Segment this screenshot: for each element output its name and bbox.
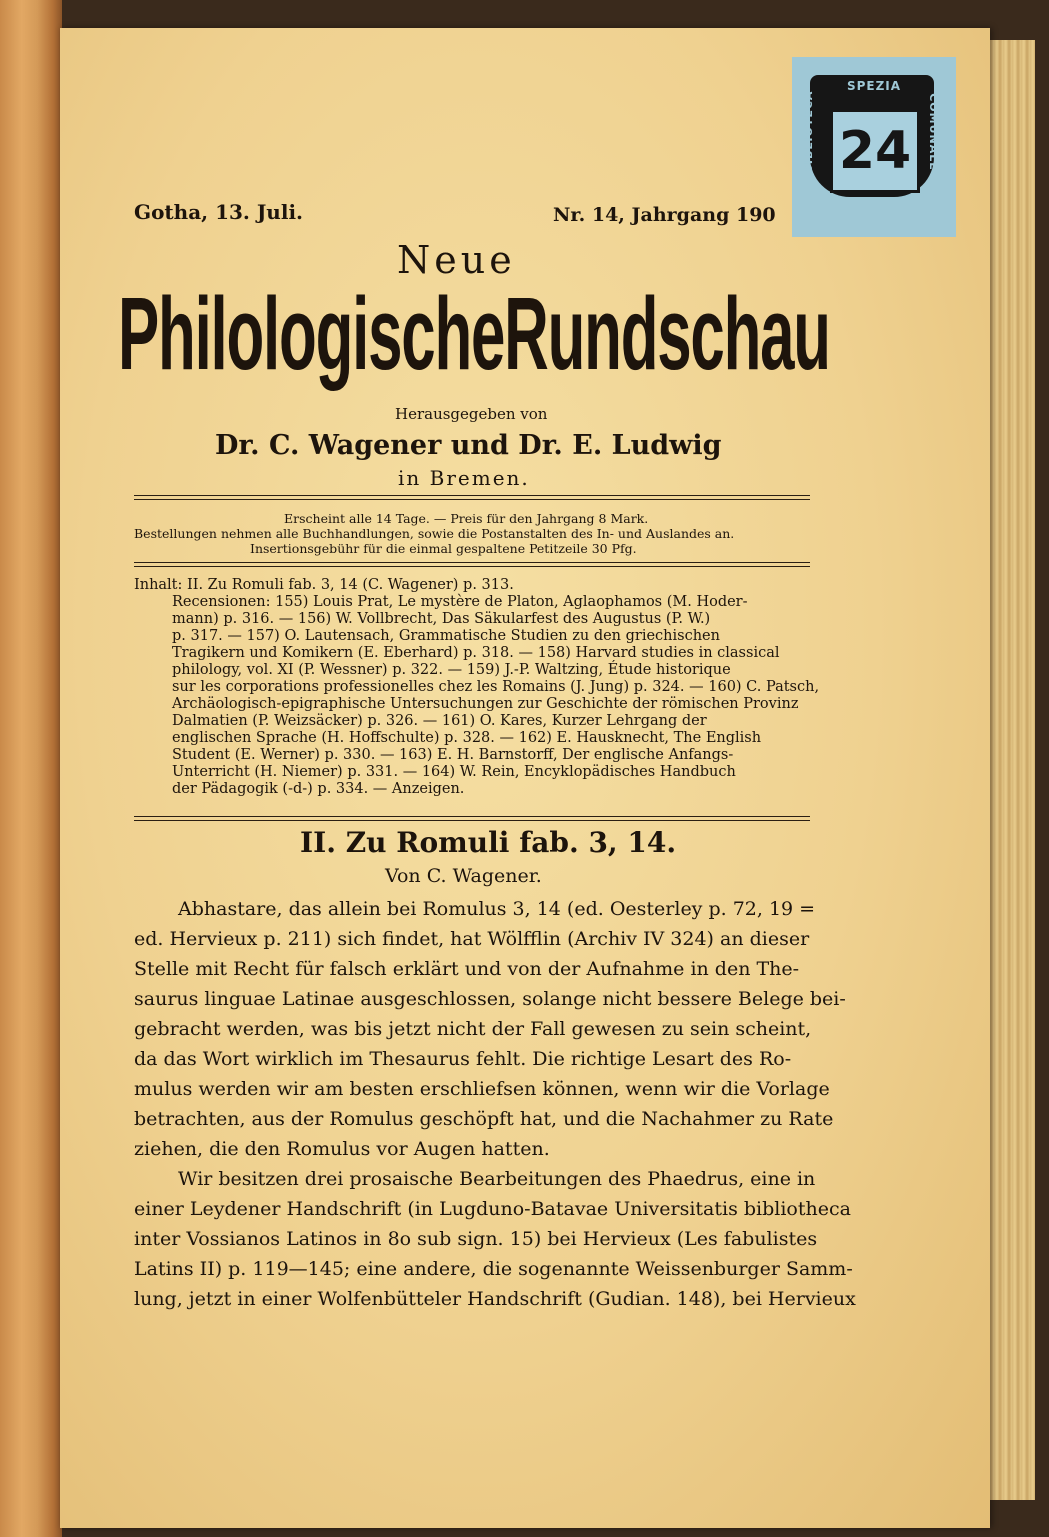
- article-author: Von C. Wagener.: [385, 865, 542, 887]
- article-line: ed. Hervieux p. 211) sich findet, hat Wölfflin (Archiv IV 324) an dieser: [134, 928, 810, 950]
- article-line: da das Wort wirklich im Thesaurus fehlt. Die richtige Lesart des Ro-: [134, 1048, 792, 1070]
- contents-line: mann) p. 316. — 156) W. Vollbrecht, Das Säkularfest des Augustus (P. W.): [172, 611, 711, 627]
- article-line: Abhastare, das allein bei Romulus 3, 14 (ed. Oesterley p. 72, 19 =: [178, 898, 816, 920]
- contents-line: philology, vol. XI (P. Wessner) p. 322. — 159) J.-P. Waltzing, Étude historique: [172, 662, 731, 678]
- contents-line: sur les corporations professionelles chez les Romains (J. Jung) p. 324. — 160) C. Patsch,: [172, 679, 820, 695]
- contents-line: Student (E. Werner) p. 330. — 163) E. H. Barnstorff, Der englische Anfangs-: [172, 747, 734, 763]
- rule-bottom-2: [134, 820, 810, 821]
- stamp-right-text: COMUNALE: [927, 93, 940, 171]
- title-small: Neue: [397, 238, 516, 282]
- article-line: mulus werden wir am besten erschliefsen können, wenn wir die Vorlage: [134, 1078, 830, 1100]
- contents-line: Dalmatien (P. Weizsäcker) p. 326. — 161) O. Kares, Kurzer Lehrgang der: [172, 713, 707, 729]
- stamp-number: 24: [830, 109, 920, 193]
- article-line: gebracht werden, was bis jetzt nicht der Fall gewesen zu sein scheint,: [134, 1018, 812, 1040]
- contents-line: Tragikern und Komikern (E. Eberhard) p. 318. — 158) Harvard studies in classical: [172, 645, 780, 661]
- editors: Dr. C. Wagener und Dr. E. Ludwig: [215, 430, 722, 461]
- title-main: PhilologischeRundschau: [118, 276, 830, 391]
- stamp-left-text: BIBLIOTECA: [802, 90, 815, 174]
- place-date: Gotha, 13. Juli.: [134, 200, 304, 224]
- editors-intro: Herausgegeben von: [395, 405, 548, 423]
- article-line: ziehen, die den Romulus vor Augen hatten.: [134, 1138, 550, 1160]
- rule-bottom-1: [134, 816, 810, 817]
- rule-top-1: [134, 495, 810, 496]
- rule-top-2: [134, 499, 810, 500]
- contents-line: Archäologisch-epigraphische Untersuchungen zur Geschichte der römischen Provinz: [172, 696, 799, 712]
- article-line: saurus linguae Latinae ausgeschlossen, solange nicht bessere Belege bei-: [134, 988, 846, 1010]
- info-line: Bestellungen nehmen alle Buchhandlungen, sowie die Postanstalten des In- und Auslandes an.: [134, 526, 735, 541]
- contents-line: p. 317. — 157) O. Lautensach, Grammatische Studien zu den griechischen: [172, 628, 720, 644]
- page-edges: [985, 40, 1035, 1500]
- stamp-top-text: SPEZIA: [846, 79, 902, 93]
- article-line: inter Vossianos Latinos in 8o sub sign. 15) bei Hervieux (Les fabulistes: [134, 1228, 818, 1250]
- article-line: lung, jetzt in einer Wolfenbütteler Handschrift (Gudian. 148), bei Hervieux: [134, 1288, 856, 1310]
- rule-mid-2: [134, 566, 810, 567]
- rule-mid-1: [134, 562, 810, 563]
- location: in Bremen.: [398, 466, 530, 490]
- contents-line: der Pädagogik (-d-) p. 334. — Anzeigen.: [172, 781, 465, 797]
- info-line: Insertionsgebühr für die einmal gespaltene Petitzeile 30 Pfg.: [250, 541, 637, 556]
- contents-line: Unterricht (H. Niemer) p. 331. — 164) W. Rein, Encyklopädisches Handbuch: [172, 764, 736, 780]
- contents-line: Recensionen: 155) Louis Prat, Le mystère de Platon, Aglaophamos (M. Hoder-: [172, 594, 748, 610]
- library-stamp: [792, 57, 956, 237]
- article-line: Stelle mit Recht für falsch erklärt und von der Aufnahme in den The-: [134, 958, 800, 980]
- article-line: Wir besitzen drei prosaische Bearbeitungen des Phaedrus, eine in: [178, 1168, 816, 1190]
- article-line: Latins II) p. 119—145; eine andere, die sogenannte Weissenburger Samm-: [134, 1258, 853, 1280]
- article-line: betrachten, aus der Romulus geschöpft hat, und die Nachahmer zu Rate: [134, 1108, 834, 1130]
- contents-line: Inhalt: II. Zu Romuli fab. 3, 14 (C. Wagener) p. 313.: [134, 577, 514, 593]
- article-line: einer Leydener Handschrift (in Lugduno-Batavae Universitatis bibliotheca: [134, 1198, 851, 1220]
- issue-number: Nr. 14, Jahrgang 190: [553, 204, 776, 226]
- contents-line: englischen Sprache (H. Hoffschulte) p. 328. — 162) E. Hausknecht, The English: [172, 730, 762, 746]
- book-binding: [0, 0, 62, 1537]
- article-title: II. Zu Romuli fab. 3, 14.: [300, 826, 677, 859]
- info-line: Erscheint alle 14 Tage. — Preis für den Jahrgang 8 Mark.: [284, 511, 649, 526]
